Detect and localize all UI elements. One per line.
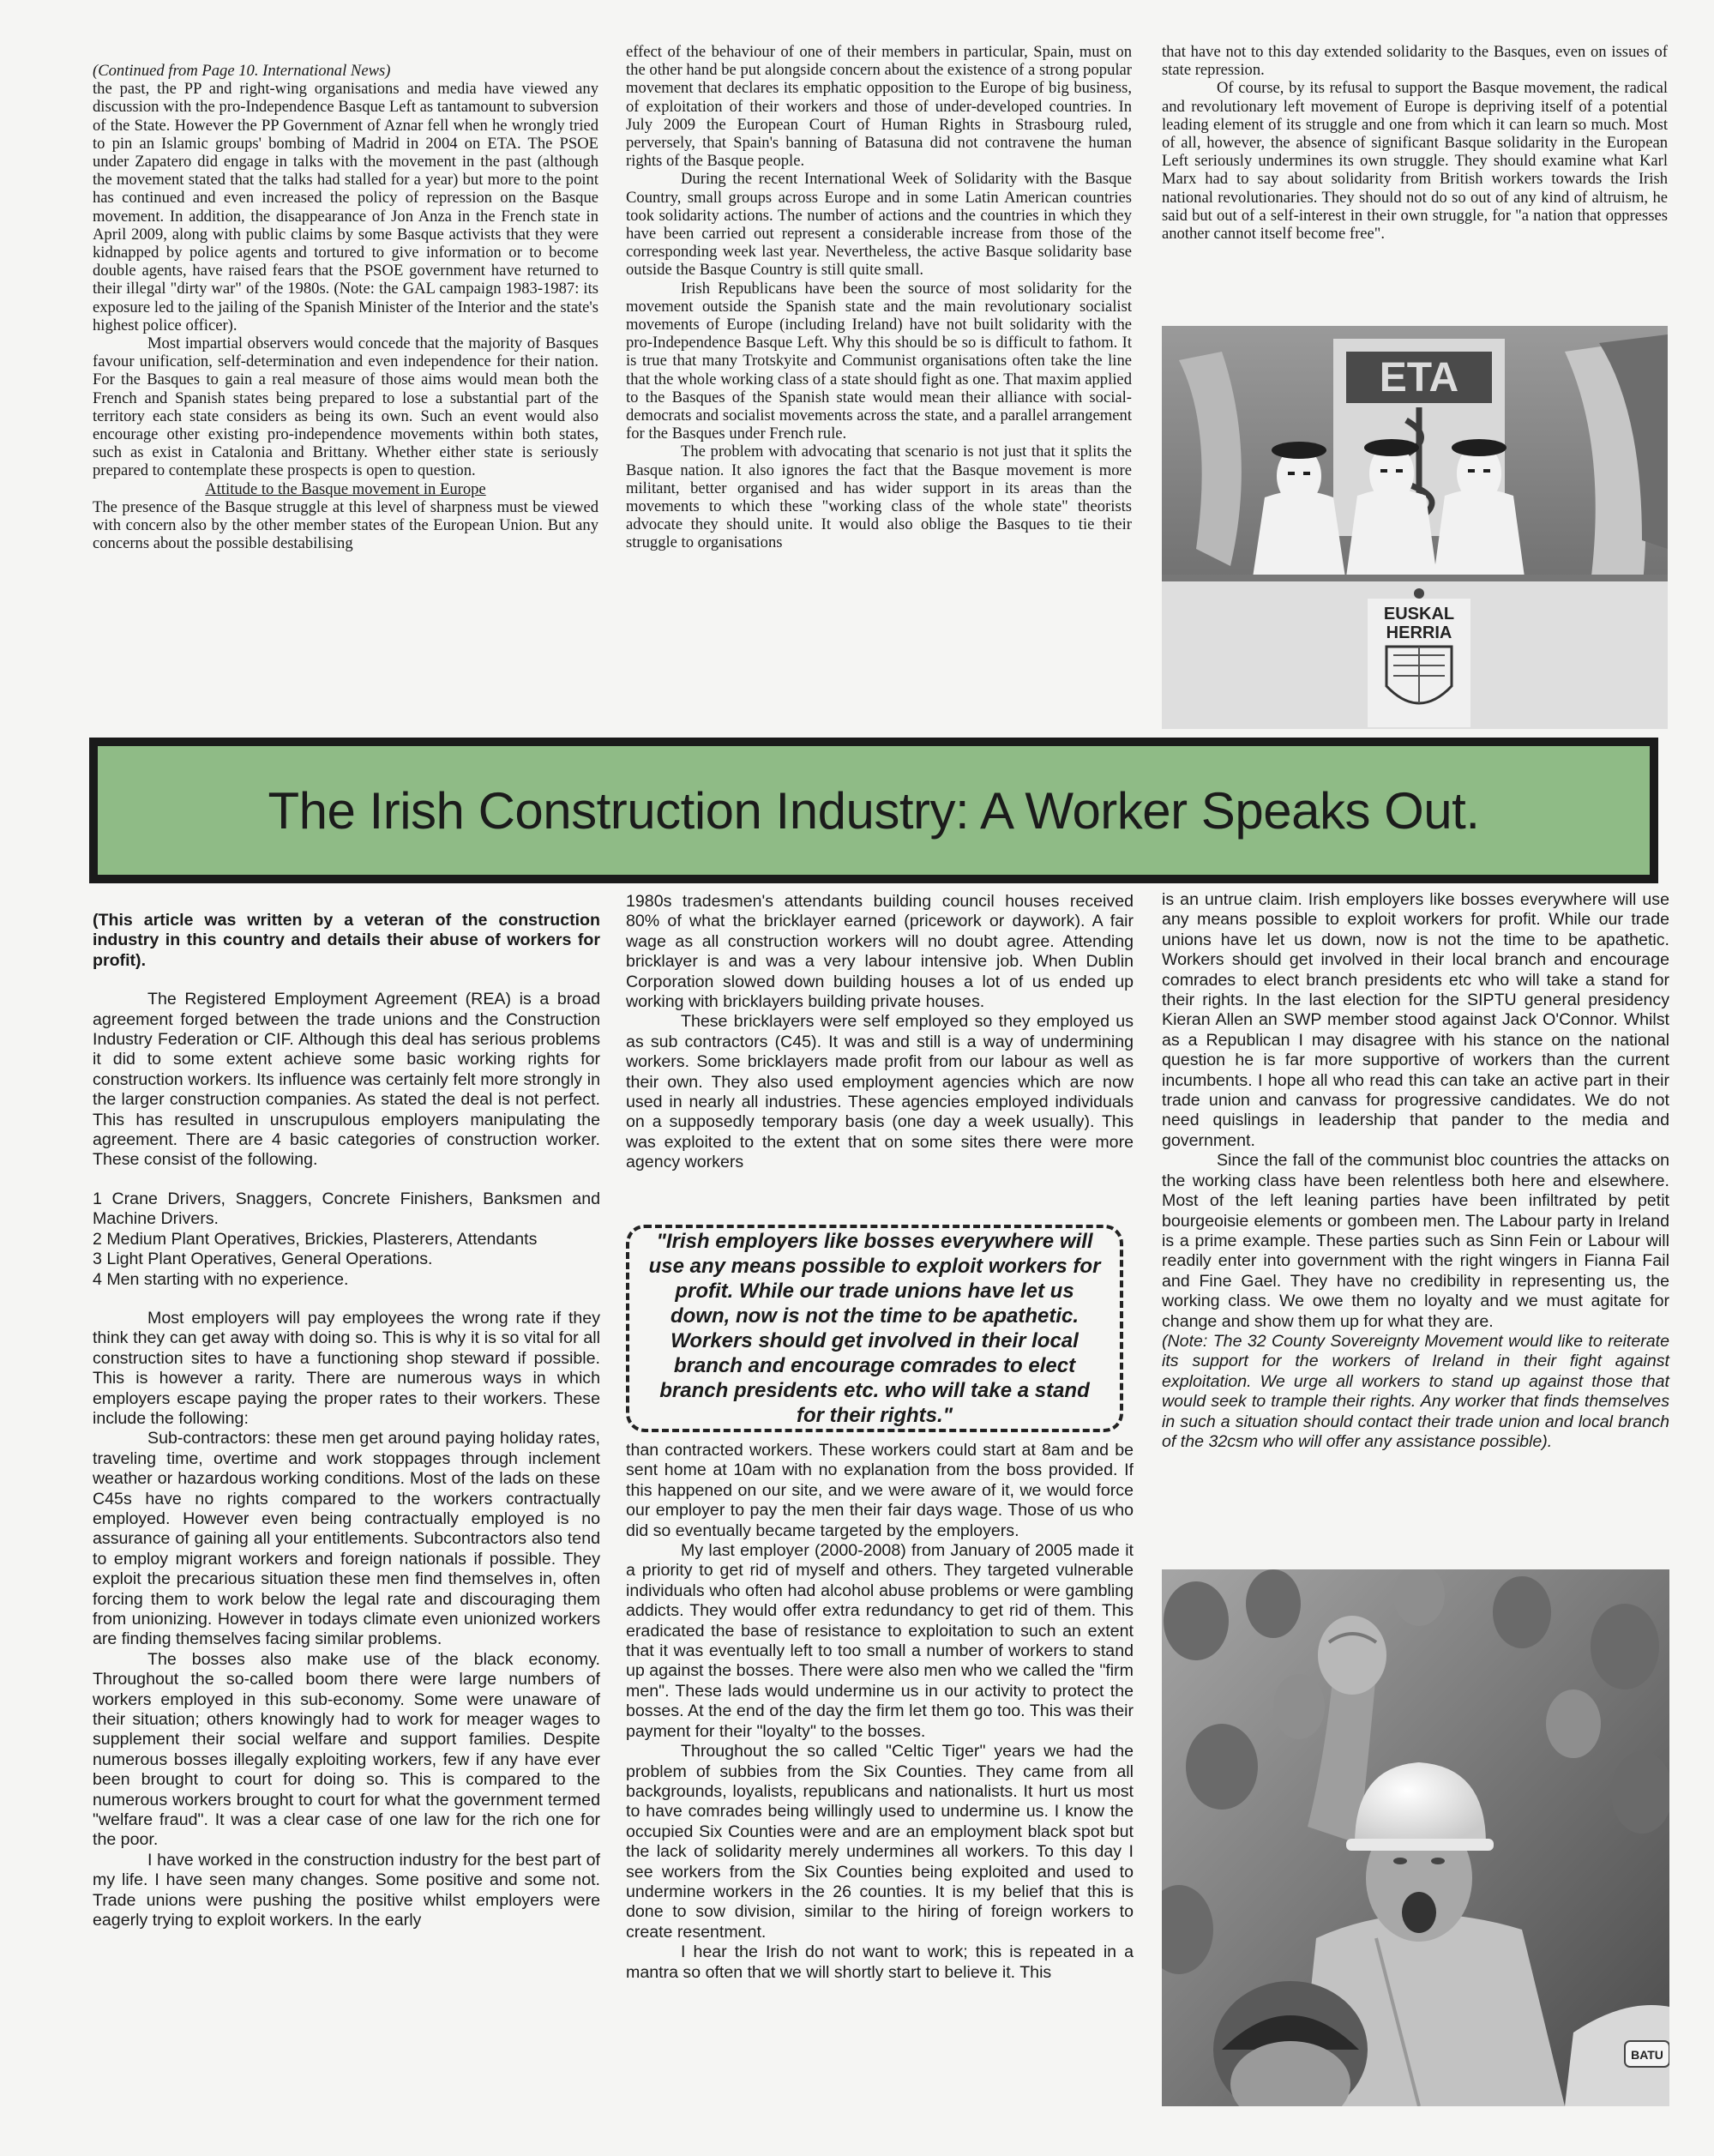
paragraph: effect of the behaviour of one of their members in particular, Spain, must on the other hand be put alongside concern about the existence of a strong popular movement that declares its emphatic opposition to the Europe of big business, of exploitation of their workers and those of under-developed countries. In July 2009 the European Court of Human Rights in Strasbourg ruled, perversely, that Spain's banning of Batasuna did not contravene the human rights of the Basque people. [626,43,1132,171]
bottom-article-col-2-bottom [626,1441,1134,1983]
paragraph: My last employer (2000-2008) from January of 2005 made it a priority to get rid of myself and others. They targeted vulnerable individuals who often had alcohol abuse problems or were gambling addicts. They would offer extra redundancy to get rid of them. This eradicated the base of resistance to exploitation to such an extent that it was eventually left to too small a number of workers to stand up against the bosses. There were also men who we called the "firm men". These lads would undermine us in our activity to protect the bosses. At the end of the day the firm let them go too. This was their payment for their "loyalty" to the bosses. [626,1541,1134,1741]
paragraph: During the recent International Week of Solidarity with the Basque Country, small groups across Europe and in some Latin American countries took solidarity actions. The number of actions and the countries in which they have been carried out represent a considerable increase from those of the corresponding week last year. Nevertheless, the active Basque solidarity base outside the Basque Country is still quite small. [626,170,1132,280]
paragraph: The Registered Employment Agreement (REA) is a broad agreement forged between the trade unions and the Construction Industry Federation or CIF. Although this deal has serious problems it did to some extent achieve some basic working rights for construction workers. Its influence was certainly felt more strongly in the larger construction companies. As stated the deal is not perfect. This has resulted in unscrupulous employers manipulating the agreement. There are 4 basic categories of construction worker. These consist of the following. [93,990,600,1170]
article-intro: (This article was written by a veteran of the construction industry in this country and details their abuse of workers for profit). [93,911,600,970]
worker-category-list [93,1189,600,1290]
paragraph: than contracted workers. These workers could start at 8am and be sent home at 10am with no explanation from the boss provided. If this happened on our site, and we were aware of it, we would force our employer to pay the men their fair days wage. Those of us who did so eventually became targeted by the employers. [626,1441,1134,1540]
sign-line-2: HERRIA [1386,623,1452,642]
list-item: 3 Light Plant Operatives, General Operations. [93,1250,433,1269]
pull-quote-text: "Irish employers like bosses everywhere will use any means possible to exploit workers for profit. While our trade unions have let us down, now is not the time to be apathetic. Workers should get involved in their local branch and encourage comrades to elect branch presidents etc. who will take a stand for their rights." [648,1230,1101,1427]
list-item: 4 Men starting with no experience. [93,1269,349,1289]
paragraph: The presence of the Basque struggle at this level of sharpness must be viewed with concern also by the other member states of the European Union. But any concerns about the possible destabilising [93,497,598,553]
bottom-article-col-2-top [626,892,1134,1173]
paragraph: I have worked in the construction industry for the best part of my life. I have seen many changes. Some positive and some not. Trade unions were pushing the positive whilst employers were eagerly trying to exploit workers. In the early [93,1850,600,1930]
paragraph: The bosses also make use of the black economy. Throughout the so-called boom there were large numbers of workers employed in this sub-economy. Some were unaware of their situation; others knowingly had to work for meager wages to supplement their social welfare and support families. Despite numerous bosses illegally exploiting workers, few if any have ever been brought to court for doing so. This is compared to the numerous workers brought to court for what the government termed "welfare fraud". It was a clear case of one law for the rich one for the poor. [93,1649,600,1850]
paragraph: Most employers will pay employees the wrong rate if they think they can get away with doing so. This is why it is so vital for all construction sites to have a functioning shop steward if possible. This is however a rarity. There are numerous ways in which employers escape paying the proper rates to their workers. These include the following: [93,1308,600,1428]
pull-quote [626,1225,1123,1432]
eta-press-photo [1162,326,1668,729]
paragraph: These bricklayers were self employed so they employed us as sub contractors (C45). It was and still is a way of undermining workers. Some bricklayers made profit from our labour as well as their own. They also used employment agencies which are now used in nearly all industries. These agencies employed individuals on a supposedly temporary basis (one day a week usually). This was exploited to the extent that on some sites there were more agency workers [626,1012,1134,1172]
article-title: The Irish Construction Industry: A Worker Speaks Out. [268,781,1480,840]
banner-panel [98,746,1650,875]
bottom-article-col-3 [1162,890,1669,1452]
paragraph: The problem with advocating that scenario is not just that it splits the Basque nation. It also ignores the fact that the Basque movement is more militant, better organised and has wider support in its areas than the movements to which these "working class of the whole state" theorists advocate they should unite. It would also oblige the Basques to tie their struggle to organisations [626,443,1132,552]
sign-line-1: EUSKAL [1383,605,1455,623]
article-title-banner [89,738,1658,883]
paragraph: Throughout the so called "Celtic Tiger" years we had the problem of subbies from the Six Counties. They came from all backgrounds, loyalists, republicans and nationalists. It hurt us most to have comrades being willingly used to undermine us. I know the occupied Six Counties were and are an employment black spot but the lack of solidarity merely undermines all workers. To this day I see workers from the Six Counties being exploited and used to undermine workers in the 26 counties. It is my belief that this is done to sow division, similar to the hiring of foreign workers to create resentment. [626,1742,1134,1942]
section-subheading: Attitude to the Basque movement in Europe [205,479,486,498]
protest-photo [1162,1569,1669,2106]
paragraph: Of course, by its refusal to support the Basque movement, the radical and revolutionary left movement of Europe is depriving itself of a potential leading element of its struggle and one from which it can learn so much. Most of all, however, the absence of significant Basque solidarity in the European Left seriously undermines its own struggle. They should examine what Karl Marx had to say about solidarity from British workers towards the Irish national revolutionaries. They should not do so out of any kind of altruism, he said but out of a self-interest in their own struggle, for "a nation that oppresses another cannot itself become free". [1162,79,1668,244]
paragraph: the past, the PP and right-wing organisations and media have viewed any discussion with the pro-Independence Basque Left as tantamount to subversion of the State. However the PP Government of Aznar fell when he wrongly tried to pin an Islamic groups' bombing of Madrid in 2004 on ETA. The PSOE under Zapatero did engage in talks with the movement in the past (although the movement stated that the talks had stalled for a year) but more to the point has continued and even increased the policy of repression on the Basque movement. In addition, the disappearance of Jon Anza in the French state in April 2009, along with public claims by some Basque activists that they were kidnapped by police agents and tortured to give information or to become double agents, have raised fears that the PSOE government have returned to their illegal "dirty war" of the 1980s. (Note: the GAL campaign 1983-1987: its exposure led to the jailing of the Spanish Minister of the Interior and the state's highest police officer). [93,80,598,334]
paragraph: 1980s tradesmen's attendants building council houses received 80% of what the bricklayer earned (pricework or daywork). A fair wage as all construction workers will no doubt agree. Attending bricklayer is and was a very labour intensive job. When Dublin Corporation slowed down building houses a lot of us ended up working with bricklayers building private houses. [626,892,1134,1012]
helmet-badge-text: BATU [1631,2048,1663,2062]
eta-banner-text: ETA [1379,355,1459,400]
top-article-col-3 [1162,43,1668,243]
paragraph: is an untrue claim. Irish employers like bosses everywhere will use any means possible to exploit workers for profit. While our trade unions have let us down, now is not the time to be apathetic. Workers should get involved in their local branch and encourage comrades to elect branch presidents etc who will take a stand for their rights. In the last election for the SIPTU general presidency Kieran Allen an SWP member stood against Jack O'Connor. Whilst as a Republican I may disagree with his stance on the national question he is far more supportive of workers than the current incumbents. I hope all who read this can take an active part in their trade union and canvass for progressive candidates. We do not need quislings in leadership that pander to the media and government. [1162,890,1669,1150]
paragraph: Since the fall of the communist bloc countries the attacks on the working class have been relentless both here and elsewhere. Most of the left leaning parties have been infiltrated by petit bourgeoisie elements or gombeen men. The Labour party in Ireland is a prime example. These parties such as Sinn Fein or Labour will readily enter into government with the right wingers in Fianna Fail and Fine Gael. They have no credibility in representing us, the working class. We owe them no loyalty and we must agitate for change and show them up for what they are. [1162,1151,1669,1331]
list-item: 1 Crane Drivers, Snaggers, Concrete Finishers, Banksmen and Machine Drivers. [93,1189,600,1229]
editor-note: (Note: The 32 County Sovereignty Movement would like to reiterate its support for the workers of Ireland in their fight against exploitation. We urge all workers to stand up against those that would seek to trample their rights. Any worker that finds themselves in such a situation should contact their trade union and local branch of the 32csm who will offer any assistance possible). [1162,1331,1669,1451]
list-item: 2 Medium Plant Operatives, Brickies, Plasterers, Attendants [93,1229,538,1249]
bottom-article-col-1 [93,911,600,1931]
continuation-note: (Continued from Page 10. International News) [93,62,391,80]
eta-photo-illustration [1162,326,1668,729]
paragraph: Irish Republicans have been the source of most solidarity for the movement outside the Spanish state and the main revolutionary socialist movements of Europe (including Ireland) have not built solidarity with the pro-Independence Basque Left. Why this should be so is difficult to fathom. It is true that many Trotskyite and Communist organisations often take the line that the whole working class of a state should fight as one. That maxim applied to the Basques of the Spanish state would mean their alliance with social-democrats and socialist movements across the state, and a parallel arrangement for the Basques under French rule. [626,279,1132,443]
paragraph: I hear the Irish do not want to work; this is repeated in a mantra so often that we will shortly start to believe it. This [626,1942,1134,1982]
top-article-col-1 [93,62,598,552]
top-article-col-2 [626,43,1132,552]
paragraph: Sub-contractors: these men get around paying holiday rates, traveling time, overtime and work stoppages through inclement weather or hazardous working conditions. Most of the lads on these C45s have no rights compared to the workers contractually employed. However even being contractually employed is no assurance of gaining all your entitlements. Subcontractors also tend to employ migrant workers and foreign nationals if possible. They exploit the precarious situation these men find themselves in, often forcing them to work below the legal rate and discouraging them from unionizing. However in todays climate even unionized workers are finding themselves facing similar problems. [93,1429,600,1649]
paragraph: Most impartial observers would concede that the majority of Basques favour unification, self-determination and even independence for their nation. For the Basques to gain a real measure of those aims would mean both the French and Spanish states being prepared to lose a substantial part of the territory each state considers as being its own. Such an event would also encourage other existing pro-independence movements within both states, such as exist in Catalonia and Brittany. Whether either state is seriously prepared to contemplate these prospects is open to question. [93,334,598,480]
paragraph: that have not to this day extended solidarity to the Basques, even on issues of state repression. [1162,43,1668,80]
protest-photo-illustration [1162,1569,1669,2106]
